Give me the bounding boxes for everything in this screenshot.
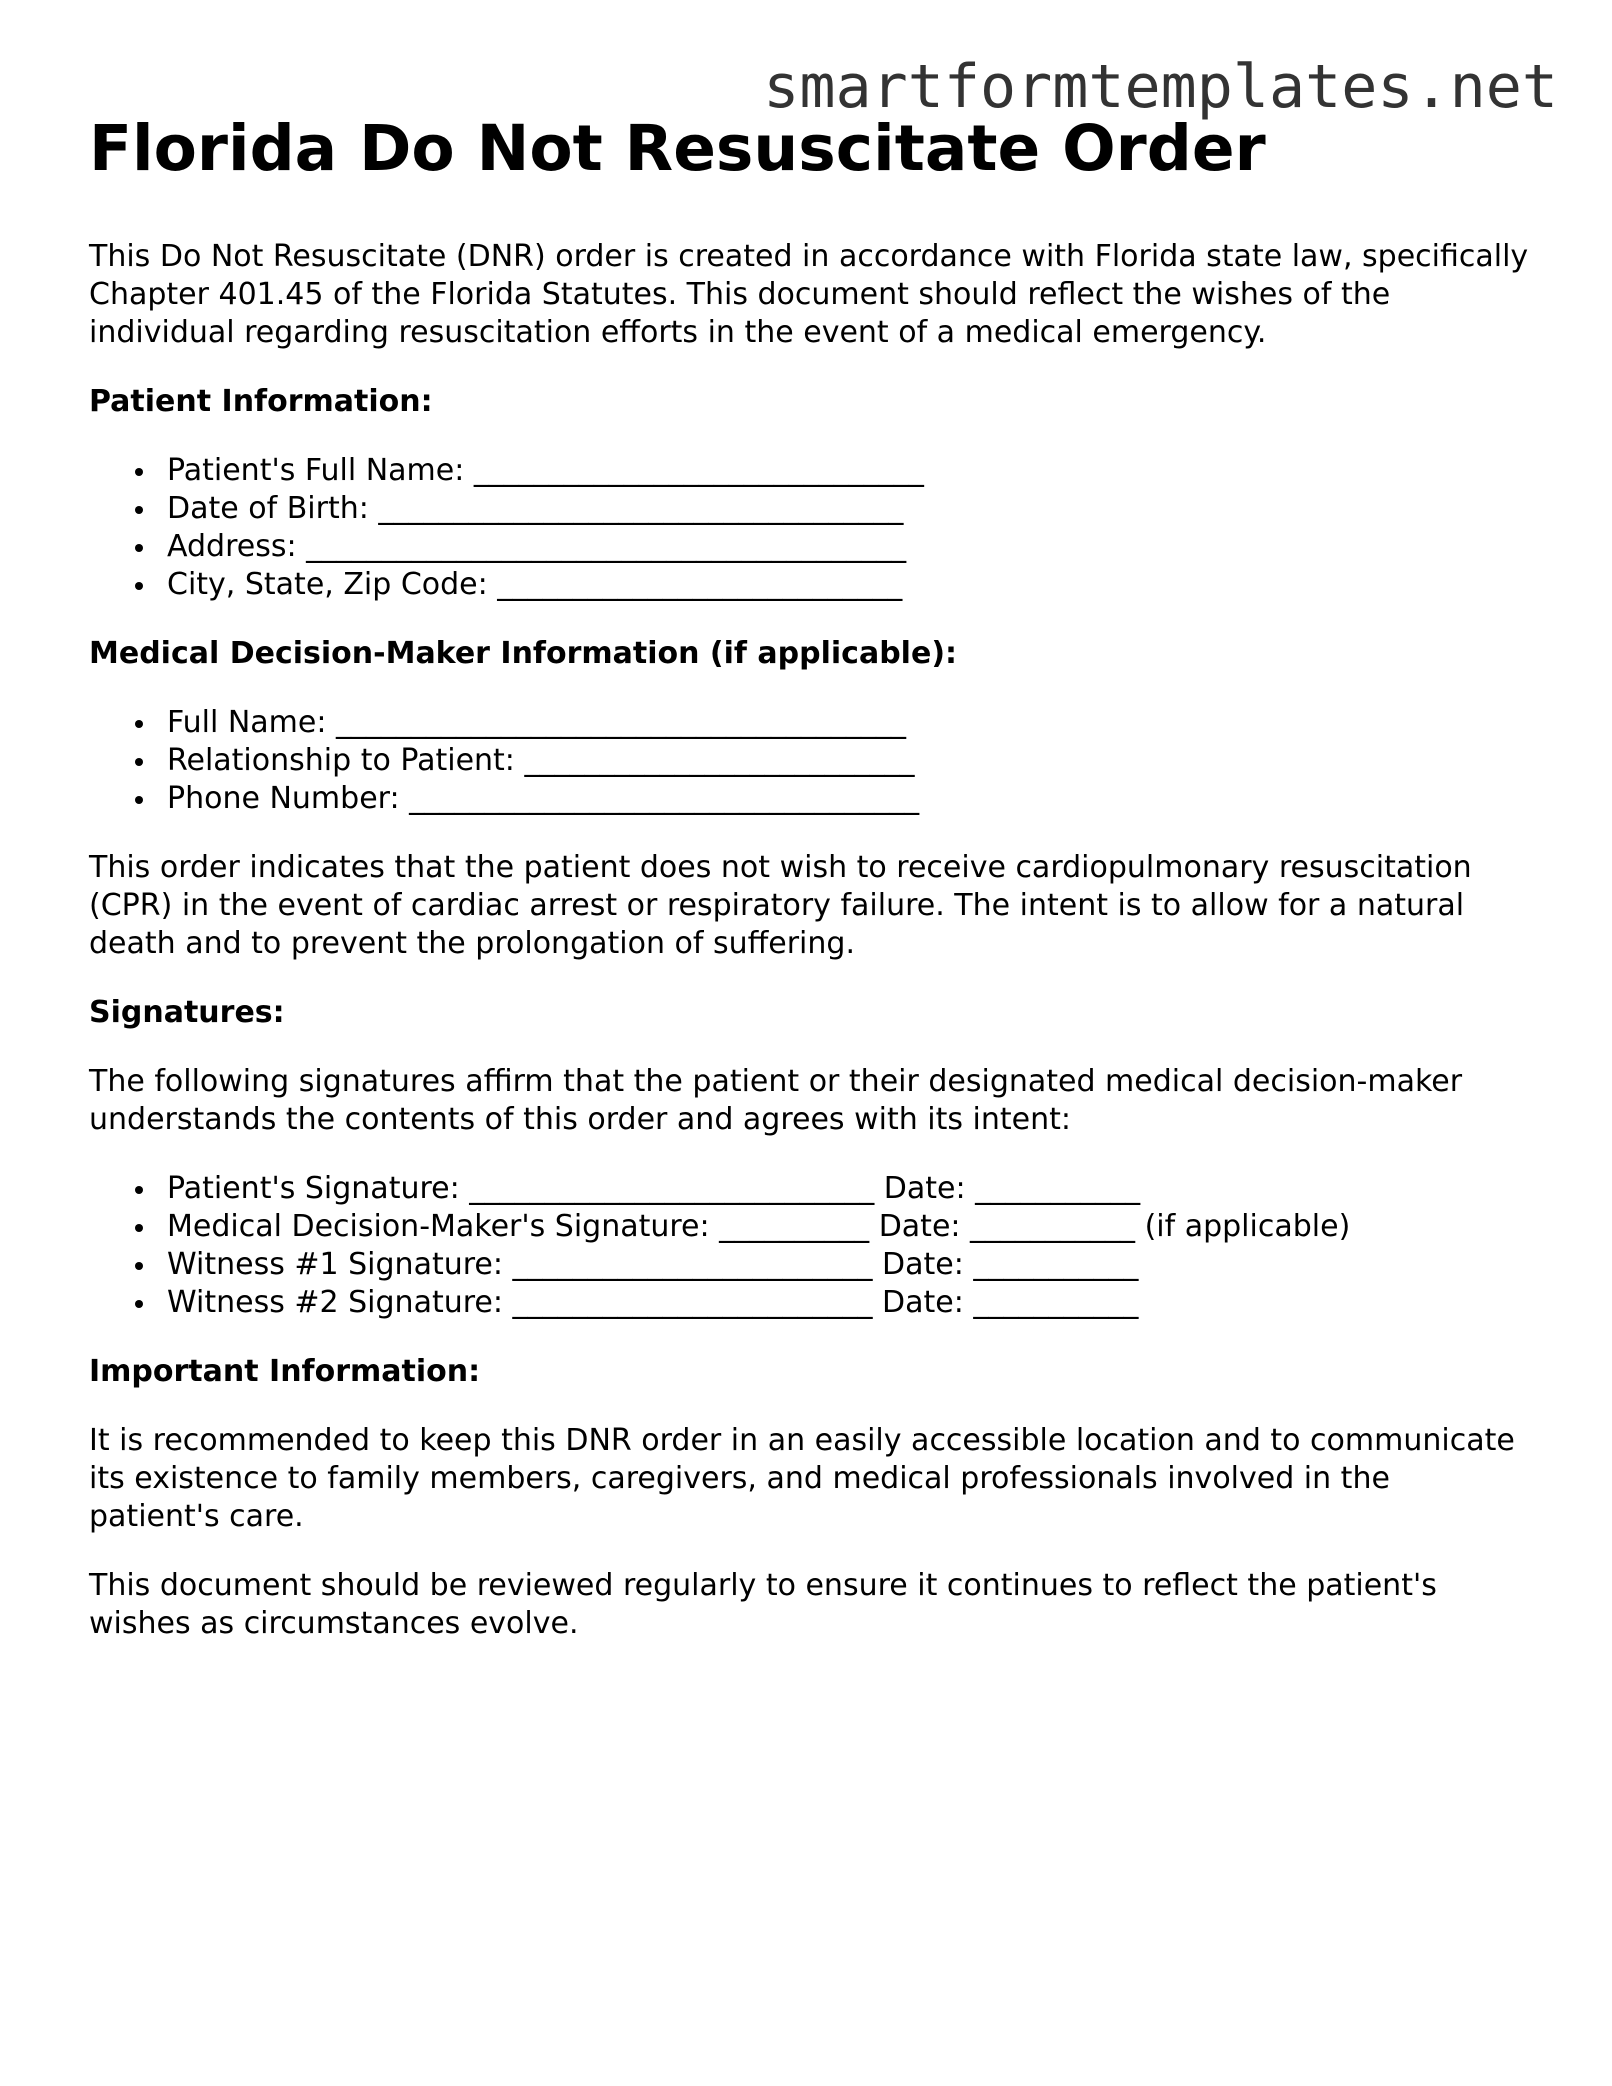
decision-maker-heading: Medical Decision-Maker Information (if applicable): <box>89 636 958 671</box>
witness-2-signature-line: Witness #2 Signature: ________________________ Date: ___________ <box>167 1284 1529 1322</box>
signatures-list <box>89 1170 1529 1322</box>
signatures-heading: Signatures: <box>89 995 285 1030</box>
decision-maker-list <box>89 704 1529 818</box>
intro-paragraph: This Do Not Resuscitate (DNR) order is created in accordance with Florida state law, specifically Chapter 401.45 of the Florida Statutes. This document should reflect the wishes of the individual regarding resuscitation efforts in the event of a medical emergency. <box>89 239 1529 350</box>
patient-full-name-field: Patient's Full Name: ______________________________ <box>167 452 1529 490</box>
city-state-zip-field: City, State, Zip Code: ___________________________ <box>167 566 1529 604</box>
important-paragraph-1: It is recommended to keep this DNR order in an easily accessible location and to communicate its existence to family members, caregivers, and medical professionals involved in the patient's care. <box>89 1423 1515 1534</box>
page-title: Florida Do Not Resuscitate Order <box>89 112 1266 185</box>
document-page <box>89 110 1529 1643</box>
witness-1-signature-line: Witness #1 Signature: ________________________ Date: ___________ <box>167 1246 1529 1284</box>
decision-maker-name-field: Full Name: ______________________________________ <box>167 704 1529 742</box>
patient-signature-line: Patient's Signature: ___________________________ Date: ___________ <box>167 1170 1529 1208</box>
relationship-field: Relationship to Patient: __________________________ <box>167 742 1529 780</box>
patient-info-heading: Patient Information: <box>89 384 433 419</box>
watermark: smartformtemplates.net <box>763 52 1558 122</box>
important-info-heading: Important Information: <box>89 1354 481 1389</box>
signatures-paragraph: The following signatures affirm that the patient or their designated medical decision-maker understands the contents of this order and agrees with its intent: <box>89 1064 1463 1137</box>
date-of-birth-field: Date of Birth: ___________________________________ <box>167 490 1529 528</box>
phone-number-field: Phone Number: __________________________________ <box>167 780 1529 818</box>
decision-maker-signature-line: Medical Decision-Maker's Signature: __________ Date: ___________ (if applicable) <box>167 1208 1529 1246</box>
order-paragraph: This order indicates that the patient does not wish to receive cardiopulmonary resuscitation (CPR) in the event of cardiac arrest or respiratory failure. The intent is to allow for a natural death and to prevent the prolongation of suffering. <box>89 850 1472 961</box>
important-paragraph-2: This document should be reviewed regularly to ensure it continues to reflect the patient's wishes as circumstances evolve. <box>89 1568 1437 1641</box>
address-field: Address: ________________________________________ <box>167 528 1529 566</box>
patient-info-list <box>89 452 1529 604</box>
